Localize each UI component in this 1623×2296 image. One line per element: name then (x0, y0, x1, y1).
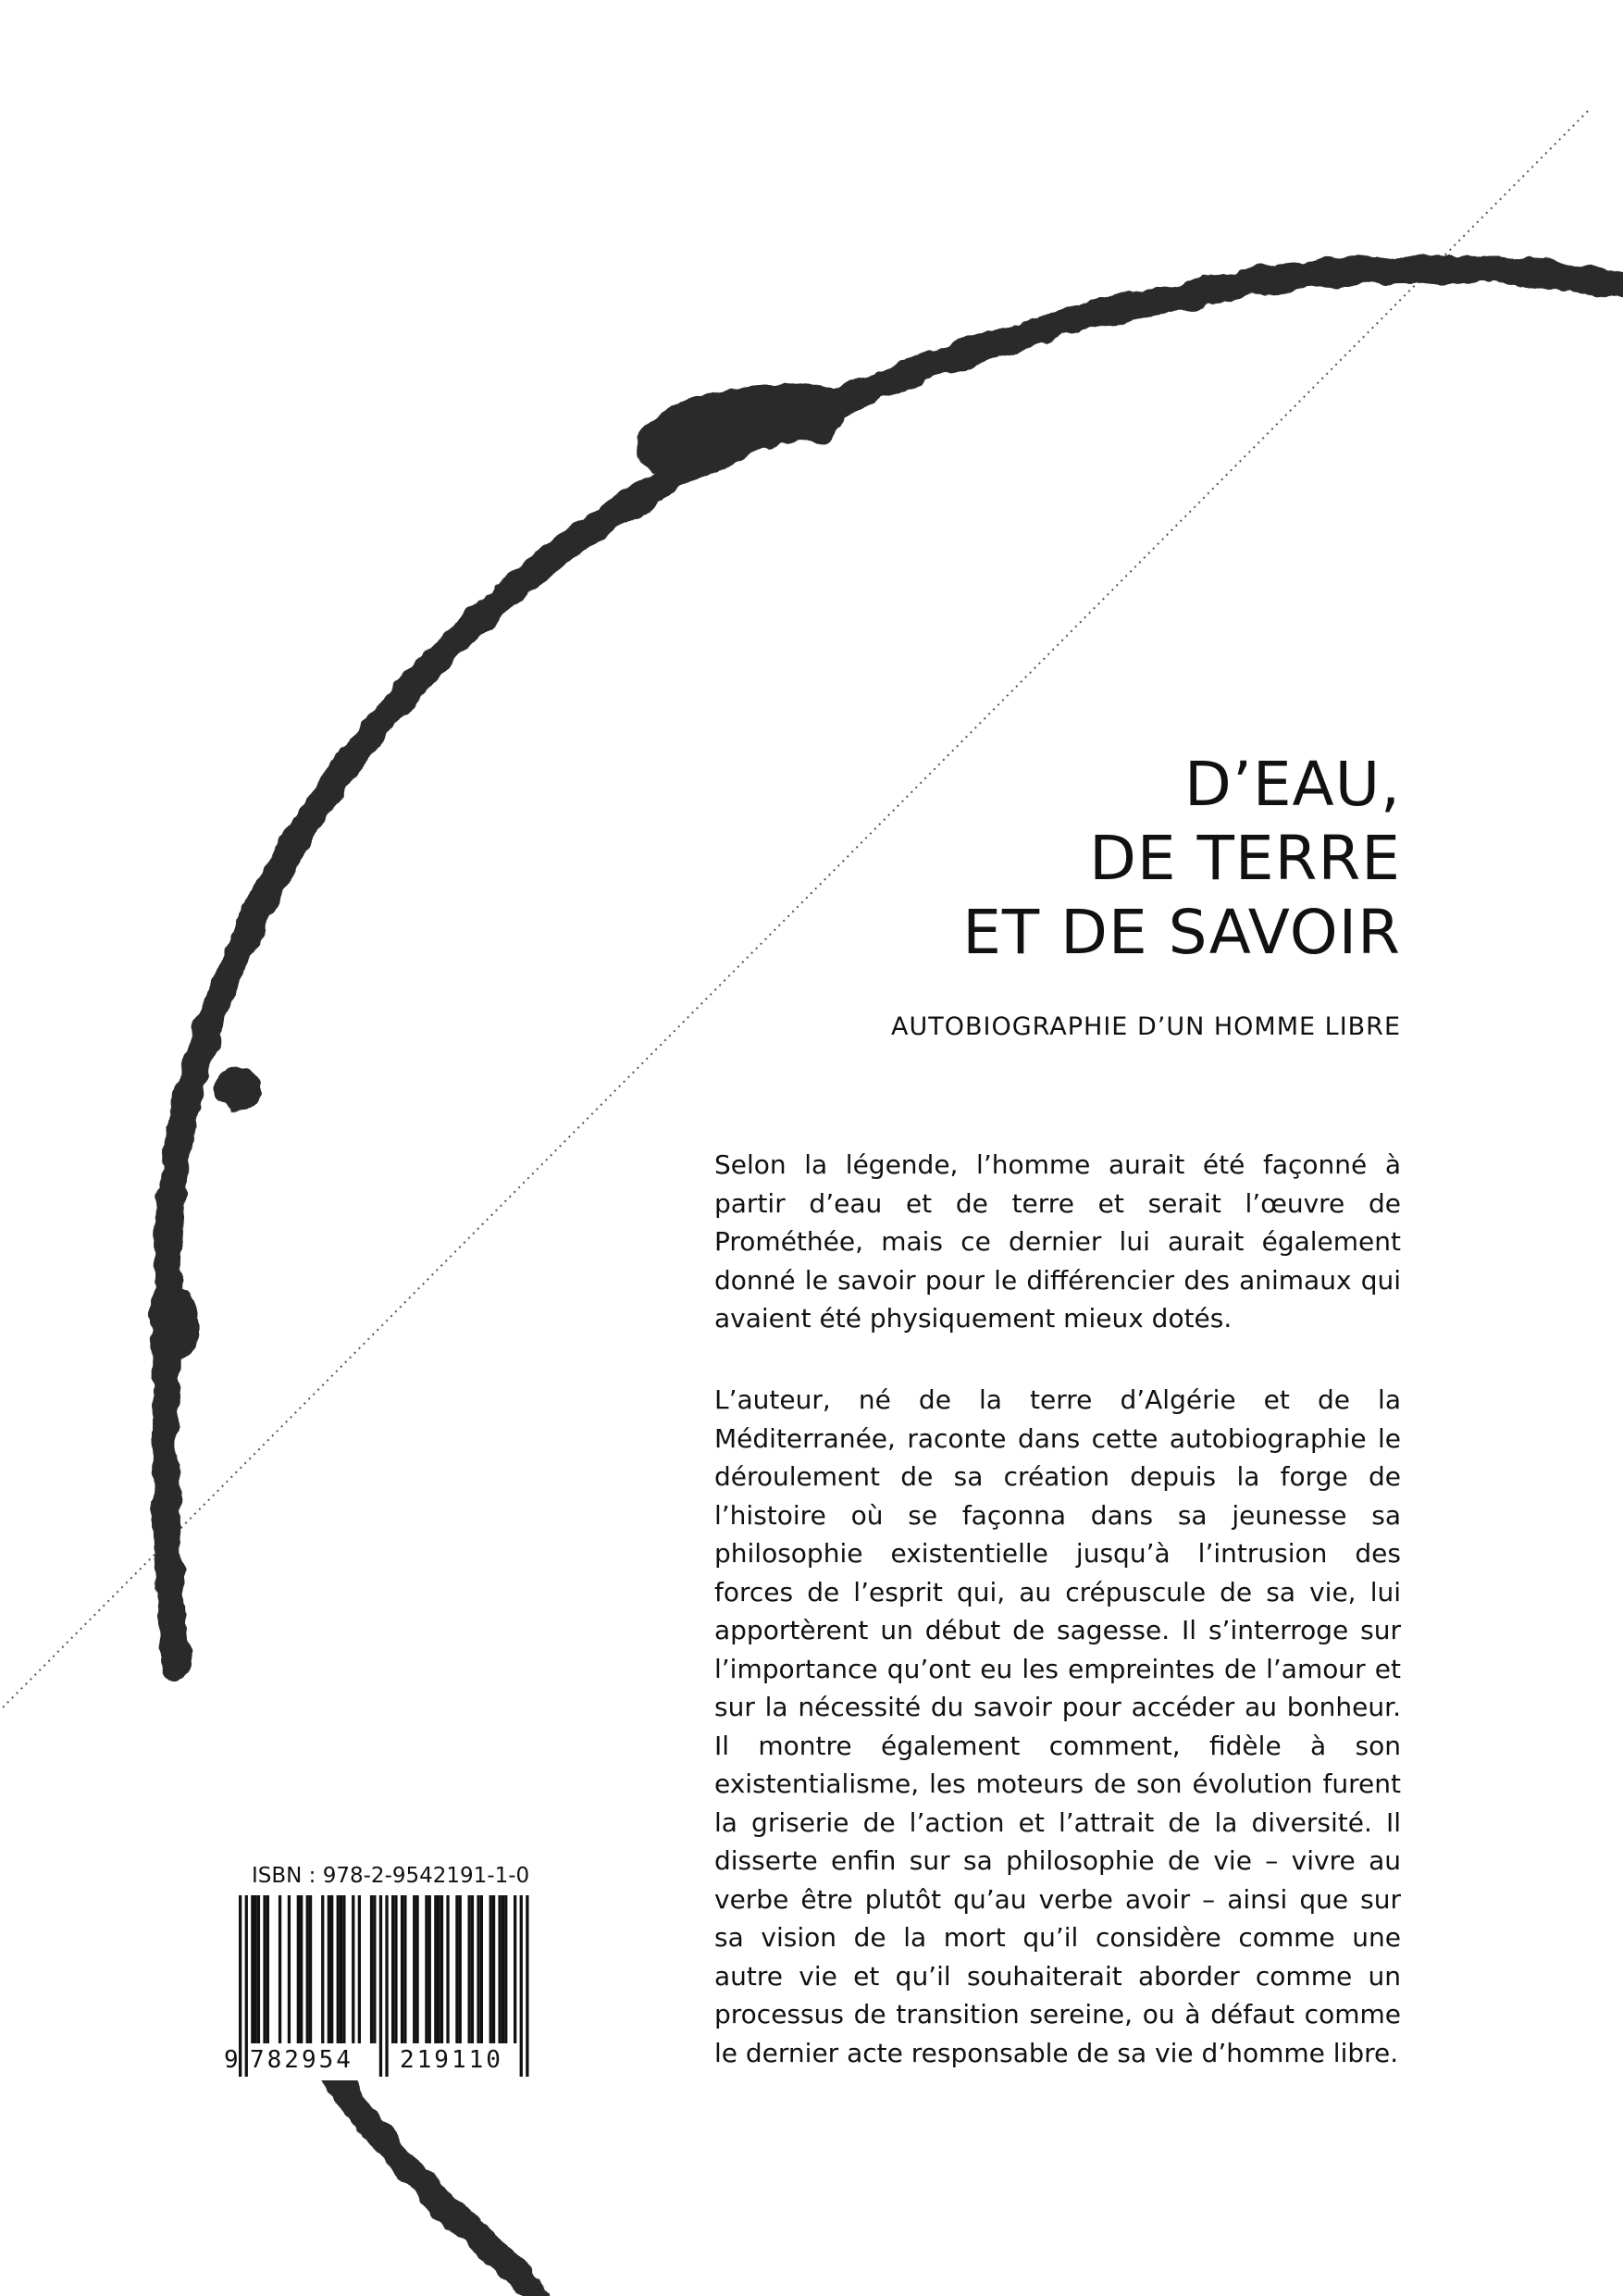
barcode-bar (471, 1895, 474, 2043)
barcode-bar (358, 1895, 361, 2043)
title-line-3: ET DE SAVOIR (962, 897, 1401, 968)
barcode-bar (425, 1895, 427, 2043)
barcode-bar (309, 1895, 312, 2043)
ink-blob-lower (174, 1305, 180, 1344)
barcode-digits-left: 782954 (250, 2046, 353, 2074)
barcode-bar (300, 1895, 303, 2043)
barcode-bar (468, 1895, 471, 2043)
barcode-bar (492, 1895, 495, 2043)
blurb-paragraph-2: L’auteur, né de la terre d’Algérie et de la Méditerranée, raconte dans cette autobiographie le déroulement de sa création depuis la forge de l’histoire où se façonna dans sa jeunesse sa philosophie existentielle jusqu’à l’intrusion des forces de l’esprit qui, au crépuscule de sa vie, lui apportèrent un début de sagesse. Il s’interroge sur l’importance qu’ont eu les empreintes de l’amour et sur la nécessité du savoir pour accéder au bonheur. Il montre également comment, fidèle à son existentialisme, les moteurs de son évolution furent la griserie de l’action et l’attrait de la diversité. Il disserte enfin sur sa philosophie de vie – vivre au verbe être plutôt qu’au verbe avoir – ainsi que sur sa vision de la mort qu’il considère comme une autre vie et qu’il souhaiterait aborder comme un processus de transition sereine, ou à défaut comme le dernier acte responsable de sa vie d’homme libre. (714, 1384, 1401, 2068)
ink-blob-upper (666, 413, 814, 444)
isbn-label: ISBN : 978-2-9542191-1-0 (252, 1864, 530, 1888)
barcode-bar (330, 1895, 333, 2043)
isbn-barcode-block (218, 1860, 548, 2080)
barcode-bar (340, 1895, 342, 2043)
barcode-bar (428, 1895, 431, 2043)
title-line-2: DE TERRE (1089, 823, 1401, 894)
barcode-bar (328, 1895, 330, 2043)
barcode-bar (257, 1895, 260, 2043)
ink-blob-mid (231, 1083, 242, 1094)
barcode-bar (504, 1895, 507, 2043)
barcode-bar (263, 1895, 266, 2043)
barcode-digit-first: 9 (224, 2046, 239, 2074)
book-subtitle: AUTOBIOGRAPHIE D’UN HOMME LIBRE (890, 1012, 1401, 1041)
barcode-bar (502, 1895, 504, 2043)
barcode-bar (401, 1895, 403, 2043)
barcode-bar (306, 1895, 309, 2043)
blurb-paragraph-1: Selon la légende, l’homme aurait été façonné à partir d’eau et de terre et serait l’œuvre de Prométhée, mais ce dernier lui aurait également donné le savoir pour le différencier des animaux qui avaient été physiquement mieux dotés. (714, 1149, 1401, 1334)
barcode-bar (415, 1895, 418, 2043)
barcode-bar (297, 1895, 300, 2043)
barcode-bar (455, 1895, 458, 2043)
barcode-bar (288, 1895, 291, 2043)
barcode-bar (403, 1895, 406, 2043)
barcode-bar (394, 1895, 397, 2043)
barcode-bar (373, 1895, 376, 2043)
barcode-bar (254, 1895, 257, 2043)
barcode-bar (489, 1895, 492, 2043)
book-title (661, 748, 1401, 970)
barcode-digits (218, 2043, 548, 2077)
barcode-bar (266, 1895, 269, 2043)
barcode-bar (279, 1895, 281, 2043)
barcode-bar (391, 1895, 394, 2043)
barcode-bar (342, 1895, 345, 2043)
barcode-bar (337, 1895, 340, 2043)
barcode-bar (480, 1895, 483, 2043)
barcode-bar (434, 1895, 437, 2043)
barcode-bar (514, 1895, 516, 2043)
barcode-bar (413, 1895, 415, 2043)
barcode-bar (251, 1895, 254, 2043)
barcode-bar (370, 1895, 373, 2043)
barcode-bar (438, 1895, 440, 2043)
barcode-bar (459, 1895, 462, 2043)
barcode-bar (321, 1895, 324, 2043)
barcode-bar (477, 1895, 479, 2043)
barcode-bar (499, 1895, 502, 2043)
barcode-bar (446, 1895, 449, 2043)
title-line-1: D’EAU, (1184, 749, 1401, 820)
barcode-digits-right: 219110 (400, 2046, 503, 2074)
barcode-bar (352, 1895, 354, 2043)
barcode-bar (440, 1895, 443, 2043)
